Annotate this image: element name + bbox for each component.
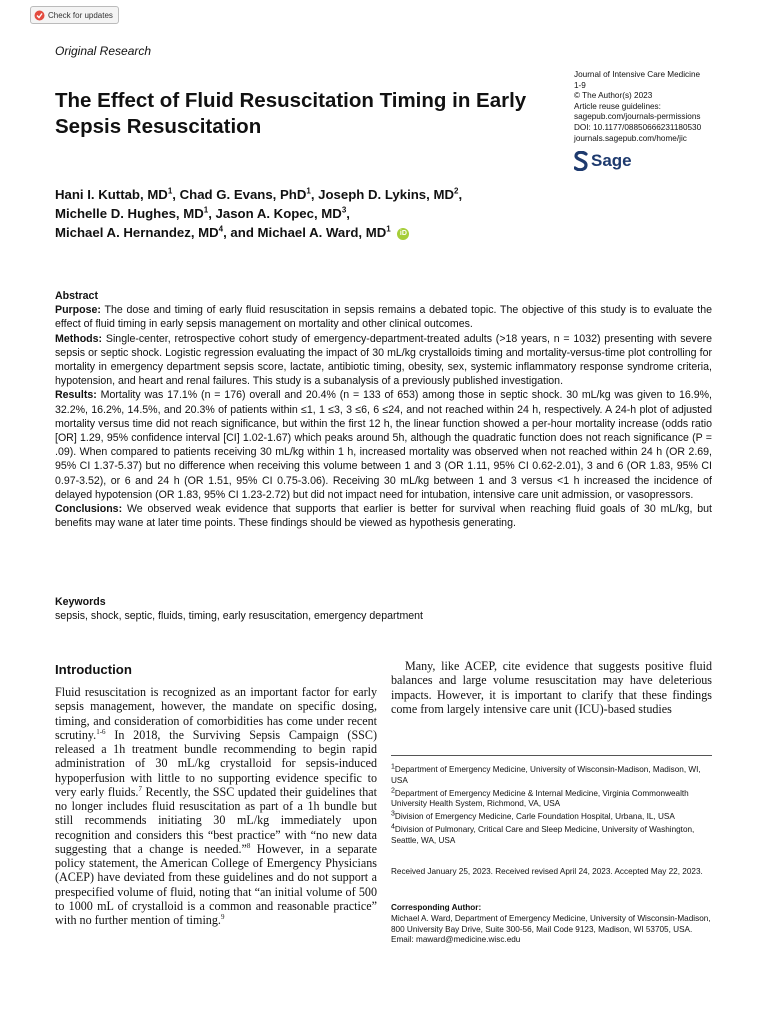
author: Hani I. Kuttab, $MD^1$, (55, 186, 180, 202)
article-type: Original Research (55, 44, 152, 58)
corresponding-email[interactable]: Email: maward@medicine.wisc.edu (391, 935, 521, 945)
check-for-updates-label: Check for updates (48, 10, 113, 20)
citation[interactable]: 1-6 (96, 727, 106, 736)
abstract (55, 289, 712, 530)
journal-copyright: © The Author(s) 2023 (574, 91, 653, 101)
citation[interactable]: 7 (138, 784, 142, 793)
journal-home-link[interactable]: journals.sagepub.com/home/jic (574, 133, 687, 143)
crossmark-icon (34, 10, 45, 21)
keywords-heading: Keywords (55, 596, 106, 608)
citation[interactable]: 8 (246, 841, 251, 850)
abstract-purpose: Purpose: The dose and timing of early fluid resuscitation in sepsis remains a debated topic. The objective of this study is to evaluate the effect of fluid timing in early sepsis management on mortality and other clinical outcomes. (55, 304, 712, 331)
journal-reuse-label: Article reuse guidelines: (574, 101, 661, 111)
author: Michael A. Hernandez, $MD^4$, and (55, 224, 258, 240)
journal-name: Journal of Intensive Care Medicine (574, 70, 701, 79)
affiliation-item: $^4$Division of Pulmonary, Critical Care and Sleep Medicine, University of Washington, Seattle, WA, USA (391, 823, 695, 845)
keywords-list: sepsis, shock, septic, fluids, timing, early resuscitation, emergency department (55, 610, 423, 622)
introduction-paragraph-2: Many, like ACEP, cite evidence that suggests positive fluid balances and large volume resuscitation may have deleterious impacts. However, it is important to clarify that these findings come from largely intensive care unit (ICU)-based studies (391, 659, 712, 716)
affiliations (391, 765, 716, 849)
publisher-logo (574, 151, 632, 171)
author: Michael A. Ward, $MD^1$ (257, 224, 391, 240)
corresponding-author (391, 903, 716, 946)
corresponding-address: Michael A. Ward, Department of Emergency Medicine, University of Wisconsin-Madison, 800 University Bay Drive, Suite 300-56, Mail Code 9123, Madison, WI 53705, USA. (391, 913, 711, 934)
author: Chad G. Evans, PhD$^1$, (179, 186, 319, 202)
publisher-name: Sage (591, 151, 632, 170)
abstract-conclusions: Conclusions: We observed weak evidence that supports that earlier is better for survival when reaching fluid goals of 30 mL/kg, but benefits may wane at later time points. These findings should be viewed as hypothesis generating. (55, 503, 712, 530)
article-title: The Effect of Fluid Resuscitation Timing in Early Sepsis Resuscitation (55, 89, 527, 138)
author: Michelle D. Hughes, $MD^1$, (55, 205, 216, 221)
journal-info (574, 70, 754, 144)
affiliation-item: $^2$Department of Emergency Medicine & Internal Medicine, Virginia Commonwealth University Health System, Richmond, VA, USA (391, 786, 689, 809)
sage-logo-icon (574, 151, 588, 171)
introduction-paragraph-1: Fluid resuscitation is recognized as an important factor for early sepsis management, however, the mandate on specific dosing, timing, and consideration of comorbidities has come under recent scrutiny.$^{1-6}$ In 2018, the Surviving Sepsis Campaign (SSC) released a 1h treatment bundle recommending to begin rapid administration of 30 mL/kg crystalloid for sepsis-induced hypoperfusion with little to no supporting evidence specific to very early fluids.$^7$ Recently, the SSC updated their guidelines that no longer includes fluid resuscitation as part of a 1h bundle but still recommends initiating 30 mL/kg immediately upon recognition and considers this “best practice” with “no new data suggesting that a change is needed.”$^8$ However, in a separate policy statement, the American College of Emergency Physicians (ACEP) have deviated from these guidelines and do not support a prespecified volume of fluid, noting that “an initial volume of 500 to 1000 mL of crystalloid is a common and reasonable practice” with no further mention of timing.$^9$ (55, 685, 378, 927)
citation[interactable]: 9 (220, 912, 225, 921)
introduction-heading: Introduction (55, 662, 132, 677)
orcid-icon[interactable]: iD (397, 228, 409, 240)
received-dates: Received January 25, 2023. Received revised April 24, 2023. Accepted May 22, 2023. (391, 867, 703, 876)
journal-reuse-link[interactable]: sagepub.com/journals-permissions (574, 112, 701, 122)
abstract-heading: Abstract (55, 290, 98, 302)
check-for-updates-button[interactable] (30, 6, 119, 24)
journal-pages: 1-9 (574, 80, 586, 90)
abstract-methods: Methods: Single-center, retrospective cohort study of emergency-department-treated adults (>18 years, n = 1032) presenting with severe sepsis or septic shock. Logistic regression evaluating the impact of 30 mL/kg crystalloids timing and mortality-versus-time plot controlling for mortality in emergency department sepsis score, lactate, antibiotic timing, obesity, sex, systemic inflammatory response syndrome criteria, hypotension, and heart and renal failures. This study is a subanalysis of a previously published investigation. (55, 332, 713, 388)
affiliation-item: $^3$Division of Emergency Medicine, Carle Foundation Hospital, Urbana, IL, USA (391, 810, 675, 822)
journal-doi[interactable]: DOI: 10.1177/08850666231180530 (574, 122, 702, 132)
abstract-results: Results: Mortality was 17.1% (n = 176) overall and 20.4% (n = 133 of 653) among those in septic shock. 30 mL/kg was given to 16.9%, 32.2%, 16.2%, 14.5%, and 20.3% of patients within ≤1, 1 ≤3, 3 ≤6, 6 ≤24, and not reached within 24 h, respectively. A 24-h plot of adjusted mortality versus time did not reach significance, but within the first 12 h, the linear function showed a per-hour mortality increase (odds ratio [OR] 1.29, 95% confidence interval [CI] 1.02-1.67) which peaks around 5h, although the quadratic function does not reach significance (P = .09). When compared to patients receiving 30 mL/kg within 1 h, increased mortality was observed when not reached within 24 h (OR 2.69, 95% CI 1.37-5.37) but no difference when receiving this volume between 1 and 3 (OR 1.11, 95% CI 0.62-2.01), 3 and 6 (OR 1.83, 95% CI 0.97-3.52), or 6 and 24 h (OR 1.51, 95% CI 0.75-3.06). Receiving 30 mL/kg between 1 and 3 versus <1 h increased the incidence of delayed hypotension (OR 1.83, 95% CI 1.23-2.72) but did not impact need for intubation, intensive care unit admission, or vasopressors. (55, 389, 712, 501)
author: Joseph D. Lykins, $MD^2$, (318, 186, 463, 202)
keywords (55, 595, 712, 623)
author: Jason A. Kopec, $MD^3$, (215, 205, 350, 221)
corresponding-heading: Corresponding Author: (391, 903, 482, 912)
affiliation-item: $^1$Department of Emergency Medicine, University of Wisconsin-Madison, Madison, WI, USA (391, 763, 701, 785)
author-list (55, 185, 615, 242)
footnote-divider (391, 755, 712, 756)
